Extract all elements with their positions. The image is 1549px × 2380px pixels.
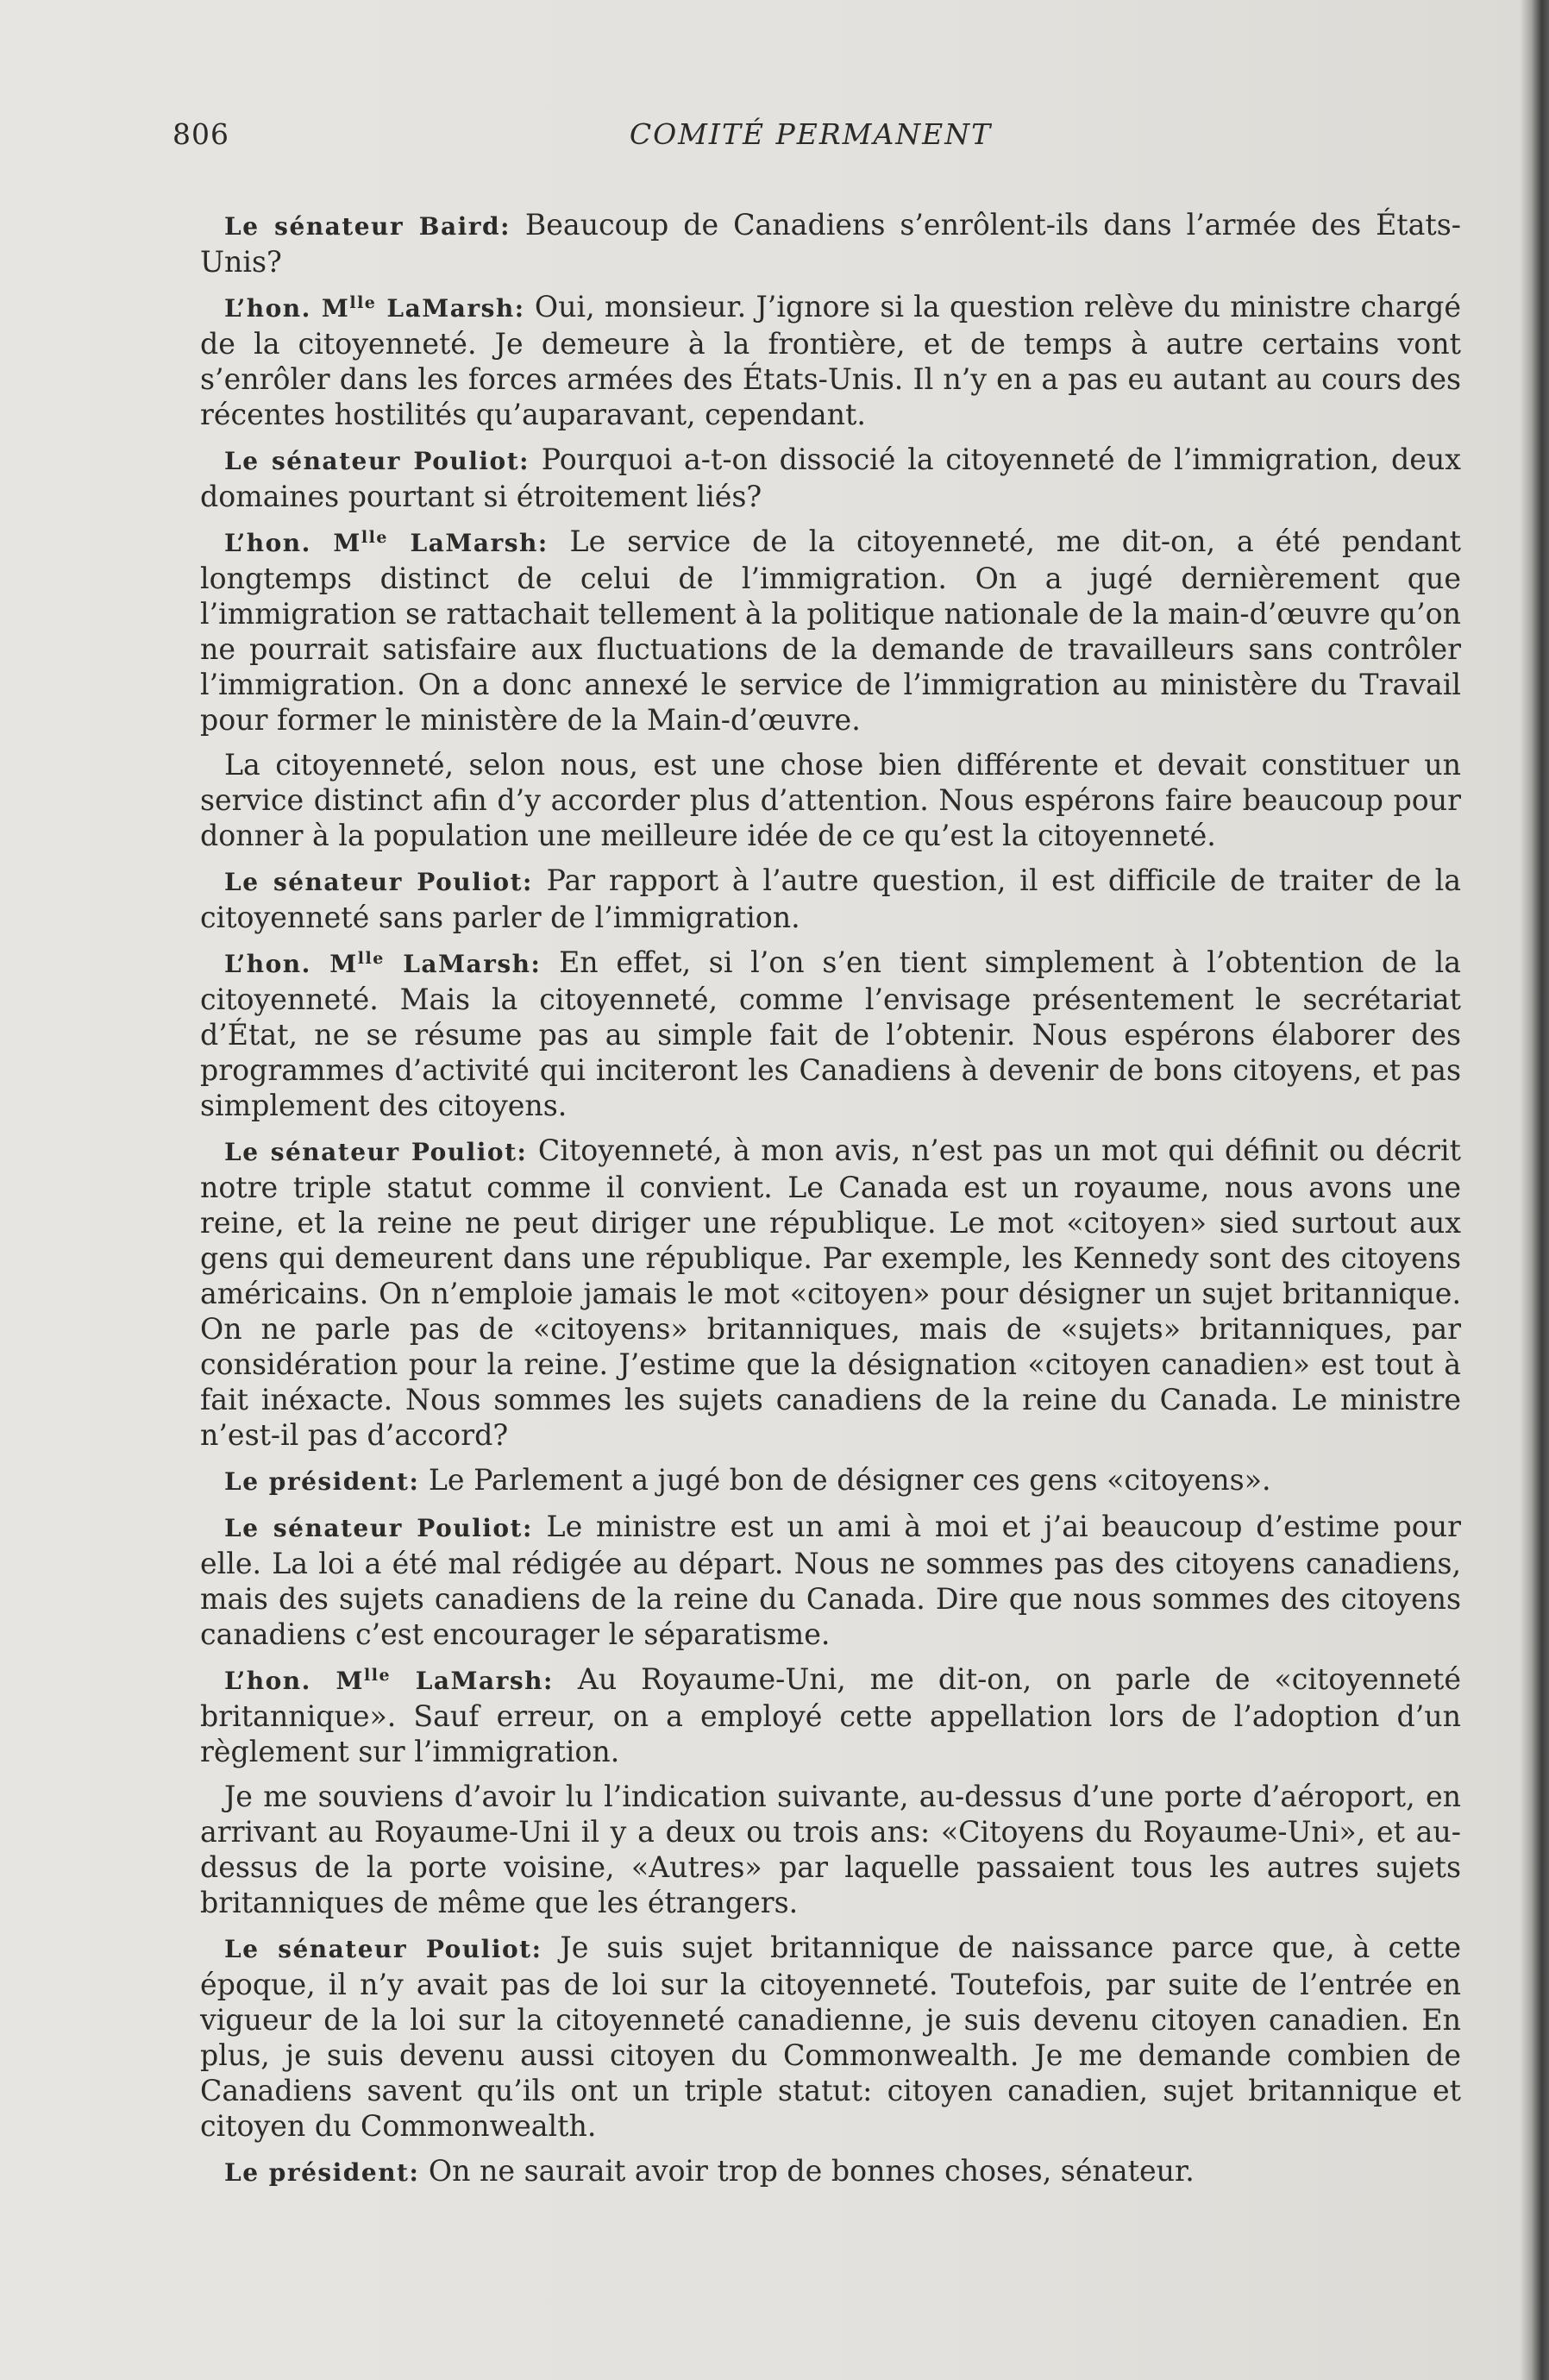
paragraph (200, 1133, 1461, 1453)
speaker-name: Le sénateur Pouliot: (224, 1138, 528, 1166)
speaker-name: Le sénateur Pouliot: (224, 868, 533, 896)
speaker-name: Le président: (224, 1467, 420, 1496)
speaker-name-part: L’hon. M (224, 529, 361, 557)
speaker-superscript: lle (361, 528, 388, 547)
paragraph (200, 1661, 1461, 1769)
speaker-name-part: LaMarsh: (384, 950, 542, 978)
paragraph-text: Au Royaume-Uni, me dit-on, on parle de «citoyenneté britannique». Sauf erreur, on a employé cette appellation lors de l’adoption d’un règlement sur l’immigration. (200, 1662, 1461, 1768)
speaker-name-part: L’hon. M (224, 1667, 365, 1695)
paragraph (200, 2153, 1461, 2190)
speaker-name: Le sénateur Baird: (224, 212, 511, 241)
speaker-superscript: lle (349, 293, 377, 312)
paragraph (200, 1509, 1461, 1652)
speaker-name: Le sénateur Pouliot: (224, 1514, 533, 1542)
page-number: 806 (172, 117, 229, 151)
paragraph (200, 524, 1461, 738)
speaker-name (224, 529, 549, 557)
paragraph (200, 945, 1461, 1123)
page-header (172, 117, 1449, 160)
paragraph (200, 1462, 1461, 1499)
paragraph-text: Par rapport à l’autre question, il est difficile de traiter de la citoyenneté sans parler de l’immigration. (200, 863, 1461, 934)
paragraph (200, 1930, 1461, 2144)
paragraph-text: Citoyenneté, à mon avis, n’est pas un mot qui définit ou décrit notre triple statut comme il convient. Le Canada est un royaume, nous avons une reine, et la reine ne peut diriger une république. Le mot «citoyen» sied surtout aux gens qui demeurent dans une république. Par exemple, les Kennedy sont des citoyens américains. On n’emploie jamais le mot «citoyen» pour désigner un sujet britannique. On ne parle pas de «citoyens» britanniques, mais de «sujets» britanniques, par considération pour la reine. J’estime que la désignation «citoyen canadien» est tout à fait inéxacte. Nous sommes les sujets canadiens de la reine du Canada. Le ministre n’est-il pas d’accord? (200, 1133, 1461, 1452)
page-edge-shadow (1520, 0, 1549, 2380)
speaker-name-part: LaMarsh: (387, 529, 549, 557)
running-title: COMITÉ PERMANENT (629, 117, 993, 151)
paragraph-text: Le Parlement a jugé bon de désigner ces gens «citoyens». (419, 1463, 1271, 1497)
paragraph-text: Je suis sujet britannique de naissance parce que, à cette époque, il n’y avait pas de loi sur la citoyenneté. Toutefois, par suite de l’entrée en vigueur de la loi sur la citoyenneté canadienne, je suis devenu citoyen canadien. En plus, je suis devenu aussi citoyen du Commonwealth. Je me demande combien de Canadiens savent qu’ils ont un triple statut: citoyen canadien, sujet britannique et citoyen du Commonwealth. (200, 1931, 1461, 2143)
paragraph-text: Le service de la citoyenneté, me dit-on, a été pendant longtemps distinct de celui de l’immigration. On a jugé dernièrement que l’immigration se rattachait tellement à la politique nationale de la main-d’œuvre qu’on ne pourrait satisfaire aux fluctuations de la demande de travailleurs sans contrôler l’immigration. On a donc annexé le service de l’immigration au ministère du Travail pour former le ministère de la Main-d’œuvre. (200, 524, 1461, 737)
speaker-superscript: lle (364, 1666, 392, 1685)
paragraph (200, 863, 1461, 935)
speaker-name: Le sénateur Pouliot: (224, 1935, 542, 1963)
paragraph (200, 207, 1461, 279)
speaker-name (224, 294, 525, 323)
speaker-superscript: lle (357, 949, 385, 968)
speaker-name-part: L’hon. M (224, 294, 350, 323)
transcript-body (200, 207, 1461, 2200)
paragraph-text: Je me souviens d’avoir lu l’indication suivante, au-dessus d’une porte d’aéroport, en arrivant au Royaume-Uni il y a deux ou trois ans: «Citoyens du Royaume-Uni», et au-dessus de la porte voisine, «Autres» par laquelle passaient tous les autres sujets britanniques de même que les étrangers. (200, 1780, 1461, 1919)
speaker-name-part: LaMarsh: (391, 1667, 554, 1695)
speaker-name (224, 950, 541, 978)
paragraph (200, 442, 1461, 514)
paragraph-text: Le ministre est un ami à moi et j’ai beaucoup d’estime pour elle. La loi a été mal rédigée au départ. Nous ne sommes pas des citoyens canadiens, mais des sujets canadiens de la reine du Canada. Dire que nous sommes des citoyens canadiens c’est encourager le séparatisme. (200, 1510, 1461, 1651)
paragraph (200, 1779, 1461, 1920)
speaker-name-part: LaMarsh: (376, 294, 525, 323)
paragraph-text: On ne saurait avoir trop de bonnes choses, sénateur. (419, 2154, 1195, 2188)
speaker-name-part: L’hon. M (224, 950, 358, 978)
speaker-name (224, 1667, 554, 1695)
paragraph (200, 289, 1461, 432)
speaker-name: Le sénateur Pouliot: (224, 447, 530, 475)
paragraph (200, 747, 1461, 853)
speaker-name: Le président: (224, 2158, 420, 2187)
paragraph-text: Pourquoi a-t-on dissocié la citoyenneté de l’immigration, deux domaines pourtant si étroitement liés? (200, 443, 1461, 513)
paragraph-text: En effet, si l’on s’en tient simplement à l’obtention de la citoyenneté. Mais la citoyenneté, comme l’envisage présentement le secrétariat d’État, ne se résume pas au simple fait de l’obtenir. Nous espérons élaborer des programmes d’activité qui inciteront les Canadiens à devenir de bons citoyens, et pas simplement des citoyens. (200, 945, 1462, 1122)
paragraph-text: La citoyenneté, selon nous, est une chose bien différente et devait constituer un service distinct afin d’y accorder plus d’attention. Nous espérons faire beaucoup pour donner à la population une meilleure idée de ce qu’est la citoyenneté. (200, 748, 1461, 852)
paragraph-text: Oui, monsieur. J’ignore si la question relève du ministre chargé de la citoyenneté. Je demeure à la frontière, et de temps à autre certains vont s’enrôler dans les forces armées des États-Unis. Il n’y en a pas eu autant au cours des récentes hostilités qu’auparavant, cependant. (200, 290, 1461, 431)
paragraph-text: Beaucoup de Canadiens s’enrôlent-ils dans l’armée des États-Unis? (200, 208, 1462, 279)
